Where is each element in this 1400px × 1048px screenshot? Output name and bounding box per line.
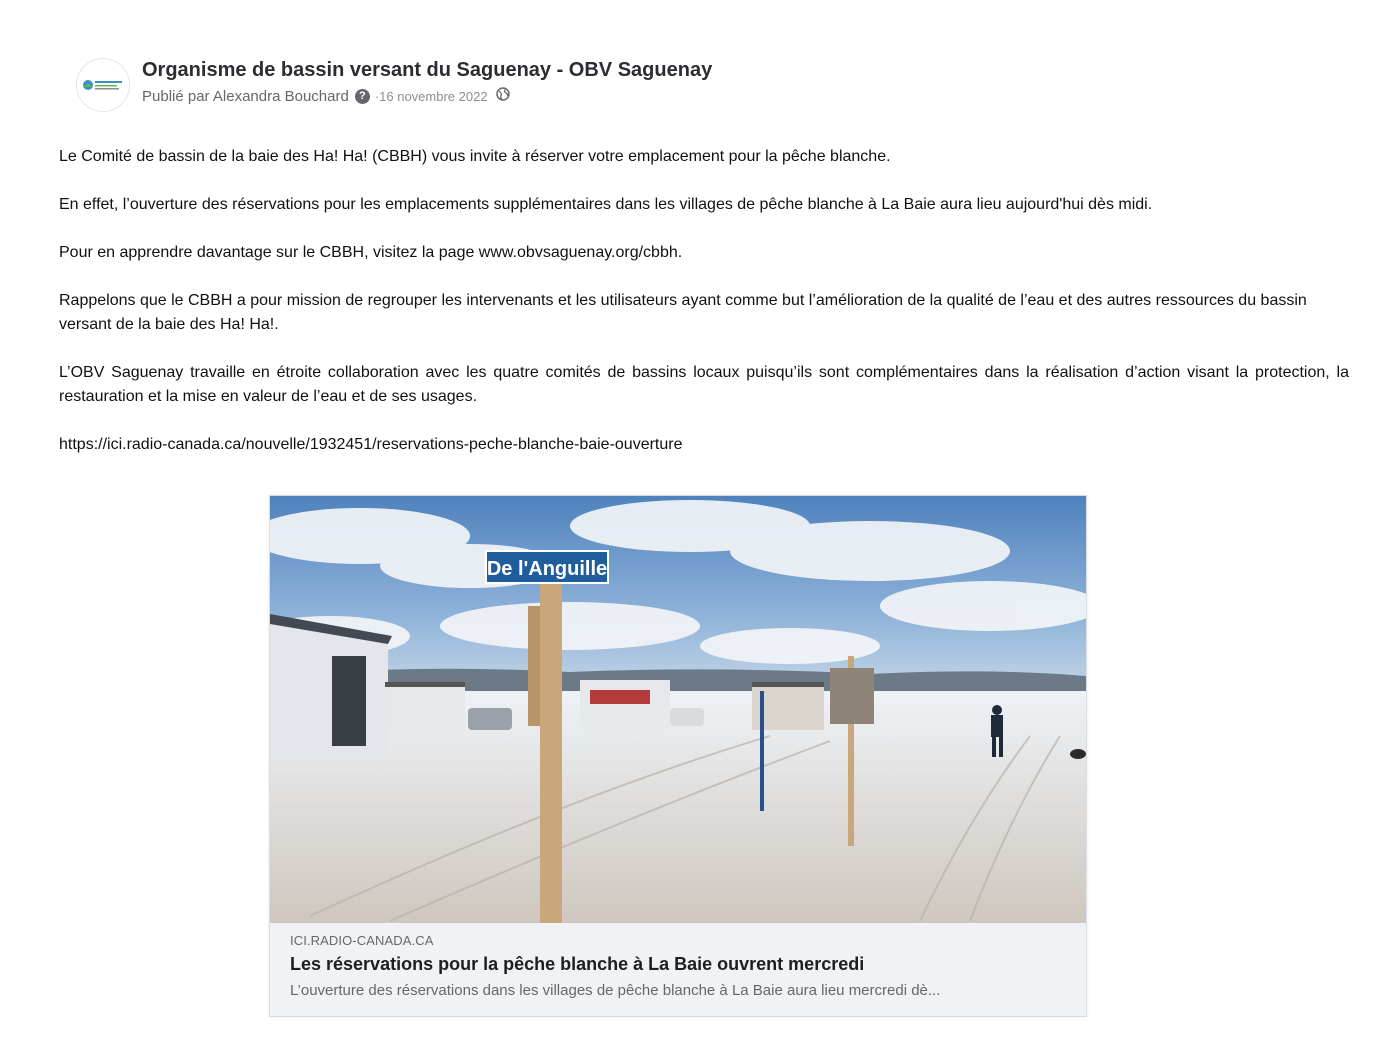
info-icon[interactable]: ? — [355, 89, 370, 104]
page-avatar[interactable] — [76, 58, 130, 112]
obv-logo-icon — [81, 75, 125, 95]
paragraph-4: Rappelons que le CBBH a pour mission de regrouper les intervenants et les utilisateurs ayant comme but l’amélioration de la qualité de l’eau et des autres ressources du bassin versant de la baie des Ha! Ha!. — [59, 292, 1307, 333]
globe-icon[interactable] — [496, 87, 510, 105]
paragraph-5: L’OBV Saguenay travaille en étroite collaboration avec les quatre comités de bassins locaux puisqu’ils sont complémentaires dans la réalisation d’action visant la protection, la restauration et la mise en valeur de l’eau et de ses usages. — [59, 364, 1349, 405]
article-image — [270, 496, 1086, 923]
article-url-link[interactable]: https://ici.radio-canada.ca/nouvelle/1932451/reservations-peche-blanche-baie-ouverture — [59, 436, 683, 453]
link-title[interactable]: Les réservations pour la pêche blanche à La Baie ouvrent mercredi — [290, 954, 865, 974]
link-preview-info[interactable] — [270, 923, 1086, 999]
link-preview-card[interactable] — [269, 495, 1087, 1017]
page-name-link[interactable]: Organisme de bassin versant du Saguenay - OBV Saguenay — [142, 59, 713, 81]
link-description: L’ouverture des réservations dans les villages de pêche blanche à La Baie aura lieu mercredi dè... — [290, 982, 941, 999]
post-date-link[interactable]: ·16 novembre 2022 — [374, 88, 488, 104]
published-by-link[interactable]: Publié par Alexandra Bouchard — [142, 87, 349, 105]
link-domain: ICI.RADIO-CANADA.CA — [290, 933, 434, 948]
paragraph-1: Le Comité de bassin de la baie des Ha! Ha! (CBBH) vous invite à réserver votre emplacement pour la pêche blanche. — [59, 148, 891, 165]
paragraph-3: Pour en apprendre davantage sur le CBBH, visitez la page www.obvsaguenay.org/cbbh. — [59, 244, 683, 261]
paragraph-2: En effet, l’ouverture des réservations pour les emplacements supplémentaires dans les villages de pêche blanche à La Baie aura lieu aujourd'hui dès midi. — [59, 196, 1153, 213]
post-header — [76, 58, 712, 112]
post-text — [59, 145, 1349, 481]
street-sign-text: De l'Anguille — [486, 558, 608, 580]
post-meta — [142, 87, 712, 105]
